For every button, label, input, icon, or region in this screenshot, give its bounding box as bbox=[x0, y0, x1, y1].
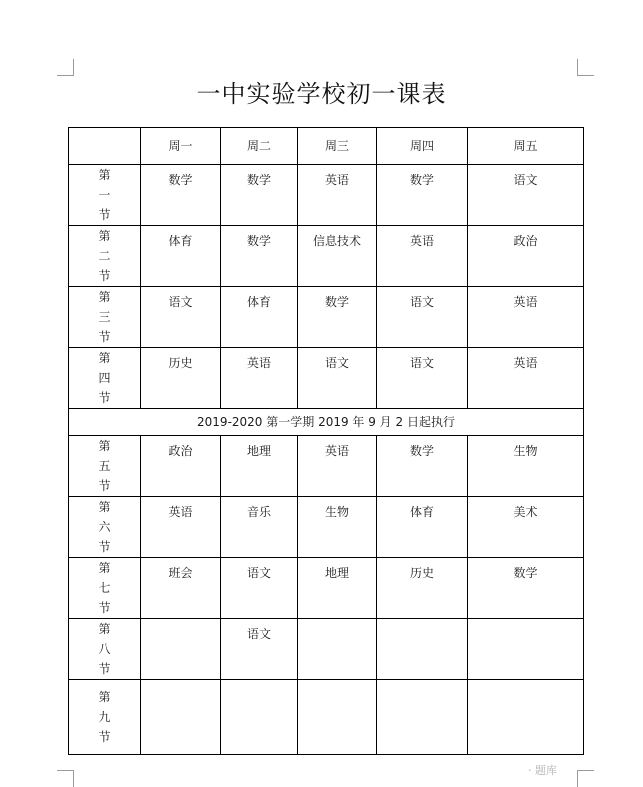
period-label: 第 五 节 bbox=[69, 436, 141, 497]
semester-note: 2019-2020 第一学期 2019 年 9 月 2 日起执行 bbox=[69, 409, 584, 436]
subject-cell: 英语 bbox=[468, 348, 584, 409]
period-label: 第 一 节 bbox=[69, 165, 141, 226]
period-label: 第 二 节 bbox=[69, 226, 141, 287]
subject-cell: 英语 bbox=[221, 348, 298, 409]
subject-cell: 英语 bbox=[468, 287, 584, 348]
period-label: 第 六 节 bbox=[69, 497, 141, 558]
subject-cell: 数学 bbox=[468, 558, 584, 619]
day-header-tue: 周二 bbox=[221, 128, 298, 165]
page-title: 一中实验学校初一课表 bbox=[196, 80, 447, 108]
subject-cell bbox=[221, 680, 298, 755]
subject-cell: 语文 bbox=[298, 348, 377, 409]
subject-cell: 数学 bbox=[141, 165, 221, 226]
day-header-mon: 周一 bbox=[141, 128, 221, 165]
day-header-thu: 周四 bbox=[377, 128, 468, 165]
subject-cell: 数学 bbox=[377, 165, 468, 226]
subject-cell: 政治 bbox=[141, 436, 221, 497]
subject-cell: 语文 bbox=[221, 619, 298, 680]
period-label: 第 四 节 bbox=[69, 348, 141, 409]
subject-cell: 体育 bbox=[377, 497, 468, 558]
period-row-1 bbox=[69, 165, 584, 226]
subject-cell: 历史 bbox=[377, 558, 468, 619]
subject-cell: 体育 bbox=[141, 226, 221, 287]
subject-cell: 地理 bbox=[298, 558, 377, 619]
corner-cell bbox=[69, 128, 141, 165]
semester-note-row bbox=[69, 409, 584, 436]
subject-cell bbox=[468, 619, 584, 680]
subject-cell: 地理 bbox=[221, 436, 298, 497]
subject-cell: 生物 bbox=[298, 497, 377, 558]
period-row-8 bbox=[69, 619, 584, 680]
header-row bbox=[69, 128, 584, 165]
subject-cell: 音乐 bbox=[221, 497, 298, 558]
subject-cell: 英语 bbox=[141, 497, 221, 558]
period-row-7 bbox=[69, 558, 584, 619]
subject-cell bbox=[377, 680, 468, 755]
subject-cell: 语文 bbox=[221, 558, 298, 619]
subject-cell: 班会 bbox=[141, 558, 221, 619]
subject-cell bbox=[141, 619, 221, 680]
day-header-fri: 周五 bbox=[468, 128, 584, 165]
timetable bbox=[68, 127, 584, 755]
subject-cell: 美术 bbox=[468, 497, 584, 558]
subject-cell: 英语 bbox=[298, 436, 377, 497]
subject-cell bbox=[298, 619, 377, 680]
subject-cell: 信息技术 bbox=[298, 226, 377, 287]
subject-cell: 数学 bbox=[221, 226, 298, 287]
period-row-6 bbox=[69, 497, 584, 558]
page-corner-mark bbox=[57, 770, 74, 787]
subject-cell: 语文 bbox=[468, 165, 584, 226]
subject-cell: 语文 bbox=[377, 348, 468, 409]
period-label: 第 七 节 bbox=[69, 558, 141, 619]
page-corner-mark bbox=[577, 770, 594, 787]
subject-cell: 历史 bbox=[141, 348, 221, 409]
subject-cell: 生物 bbox=[468, 436, 584, 497]
subject-cell: 语文 bbox=[377, 287, 468, 348]
subject-cell bbox=[141, 680, 221, 755]
subject-cell: 政治 bbox=[468, 226, 584, 287]
period-label: 第 三 节 bbox=[69, 287, 141, 348]
subject-cell: 体育 bbox=[221, 287, 298, 348]
subject-cell: 数学 bbox=[221, 165, 298, 226]
subject-cell: 英语 bbox=[298, 165, 377, 226]
watermark: · 题库 bbox=[528, 764, 557, 777]
period-label: 第 九 节 bbox=[69, 680, 141, 755]
period-row-9 bbox=[69, 680, 584, 755]
period-row-5 bbox=[69, 436, 584, 497]
subject-cell: 数学 bbox=[298, 287, 377, 348]
subject-cell bbox=[298, 680, 377, 755]
subject-cell: 英语 bbox=[377, 226, 468, 287]
day-header-wed: 周三 bbox=[298, 128, 377, 165]
subject-cell bbox=[468, 680, 584, 755]
period-row-4 bbox=[69, 348, 584, 409]
period-row-3 bbox=[69, 287, 584, 348]
period-label: 第 八 节 bbox=[69, 619, 141, 680]
subject-cell: 语文 bbox=[141, 287, 221, 348]
subject-cell: 数学 bbox=[377, 436, 468, 497]
period-row-2 bbox=[69, 226, 584, 287]
subject-cell bbox=[377, 619, 468, 680]
